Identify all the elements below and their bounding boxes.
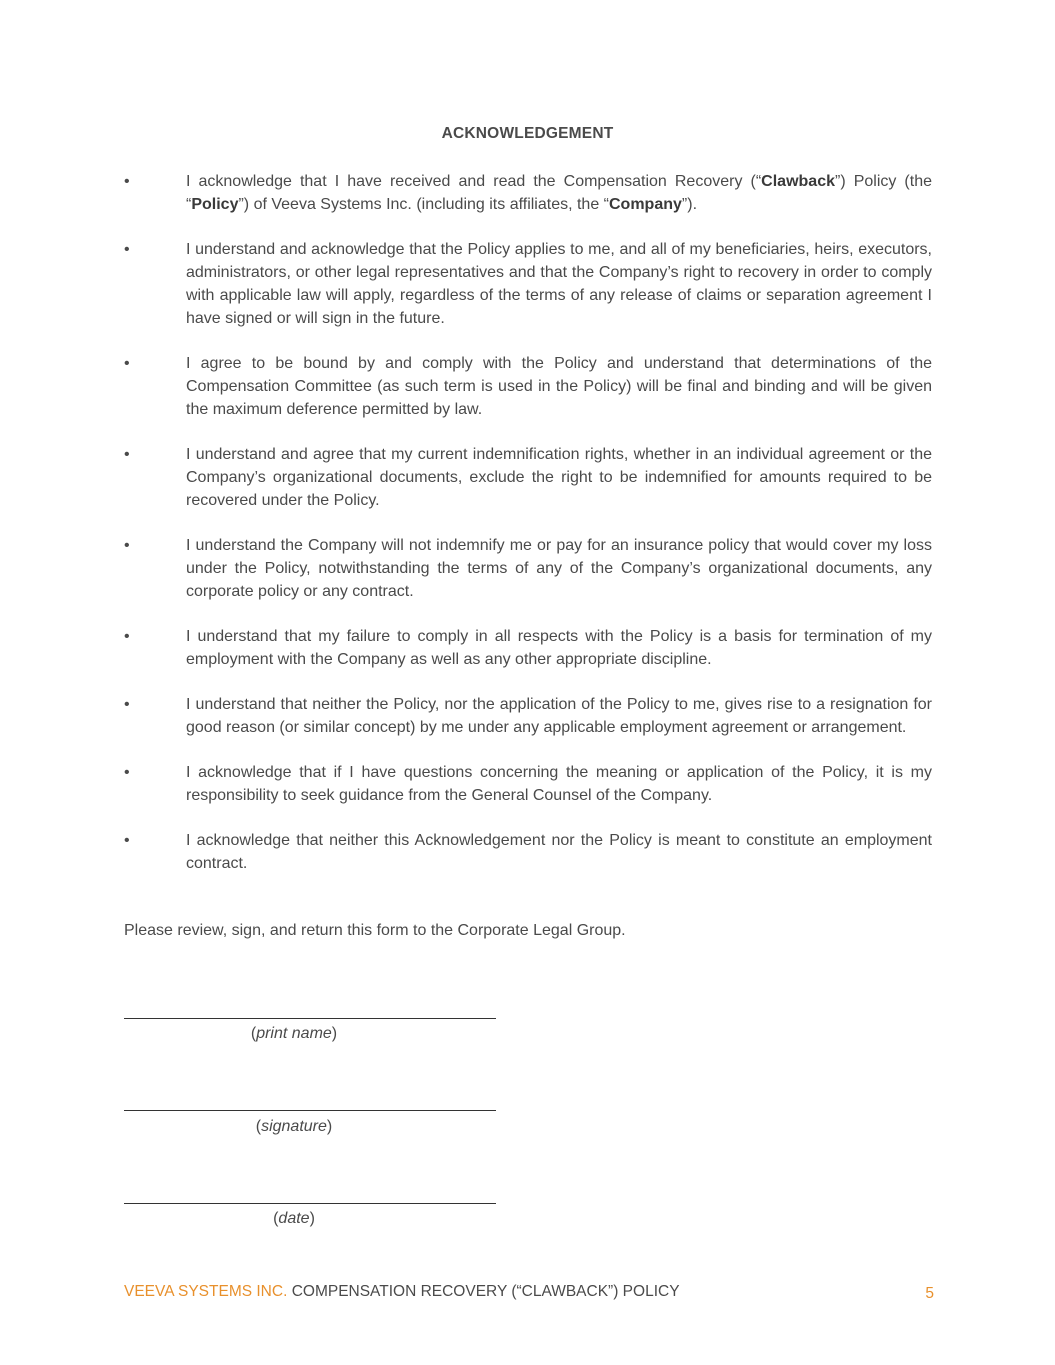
acknowledgement-list: [124, 170, 932, 897]
bullet-icon: •: [124, 696, 130, 713]
open-paren: (: [255, 1118, 262, 1135]
footer: [124, 1281, 680, 1303]
bullet-icon: •: [124, 628, 130, 645]
defined-term: Clawback: [761, 173, 835, 190]
date-label: [124, 1207, 464, 1230]
list-item-text: [186, 764, 932, 804]
defined-term: Company: [609, 196, 682, 213]
text-run: I acknowledge that I have received and read the Compensation Recovery (“: [186, 173, 762, 190]
close-paren: ): [326, 1118, 333, 1135]
footer-company: VEEVA SYSTEMS INC.: [124, 1283, 288, 1300]
close-paren: ): [309, 1210, 315, 1227]
list-item-text: [186, 173, 932, 213]
bullet-icon: •: [124, 537, 130, 554]
text-run: ”) of Veeva Systems Inc. (including its affiliates, the “: [238, 196, 609, 213]
page-title: ACKNOWLEDGEMENT: [441, 125, 614, 142]
list-item: [124, 352, 932, 421]
print-name-label: [124, 1022, 464, 1045]
list-item: [124, 761, 932, 807]
print-name-text: print name: [256, 1025, 332, 1042]
list-item: [124, 170, 932, 216]
text-run: ”) Policy (the “: [186, 173, 933, 213]
text-run: I understand and agree that my current indemnification rights, whether in an individual agreement or the Company’s organizational documents, exclude the right to be indemnified for amounts required to be recovered under the Policy.: [186, 446, 932, 509]
text-run: I understand and acknowledge that the Policy applies to me, and all of my beneficiaries, heirs, executors, administrators, or other legal representatives and that the Company’s right to recovery in order to comply with applicable law will apply, regardless of the terms of any release of claims or separation agreement I have signed or will sign in the future.: [186, 241, 932, 327]
text-run: I understand that my failure to comply in all respects with the Policy is a basis for termination of my employment with the Company as well as any other appropriate discipline.: [186, 628, 932, 668]
list-item-text: [186, 446, 932, 509]
list-item: [124, 625, 932, 671]
text-run: I understand the Company will not indemnify me or pay for an insurance policy that would cover my loss under the Policy, notwithstanding the terms of any of the Company’s organizational documents, any corporate policy or any contract.: [186, 537, 932, 600]
list-item: [124, 534, 932, 603]
open-paren: (: [273, 1210, 279, 1227]
list-item: [124, 693, 932, 739]
bullet-icon: •: [124, 241, 130, 258]
list-item: [124, 829, 932, 875]
list-item-text: [186, 537, 932, 600]
print-name-line: [124, 1018, 496, 1019]
date-text: date: [278, 1210, 310, 1227]
list-item-text: [186, 696, 932, 736]
bullet-icon: •: [124, 832, 130, 849]
bullet-icon: •: [124, 355, 130, 372]
bullet-icon: •: [124, 173, 130, 190]
list-item: [124, 238, 932, 330]
bullet-icon: •: [124, 446, 130, 463]
text-run: I understand that neither the Policy, nor the application of the Policy to me, gives rise to a resignation for good reason (or similar concept) by me under any applicable employment agreement or arrangement.: [186, 696, 932, 736]
list-item-text: [186, 628, 932, 668]
text-run: I acknowledge that if I have questions concerning the meaning or application of the Policy, it is my responsibility to seek guidance from the General Counsel of the Company.: [186, 764, 932, 804]
defined-term: Policy: [191, 196, 239, 213]
text-run: I acknowledge that neither this Acknowledgement nor the Policy is meant to constitute an employment contract.: [186, 832, 932, 872]
signature-label: [124, 1115, 464, 1138]
close-paren: ): [331, 1025, 338, 1042]
list-item-text: [186, 241, 932, 327]
list-item-text: [186, 832, 932, 872]
date-line: [124, 1203, 496, 1204]
signature-line: [124, 1110, 496, 1111]
bullet-icon: •: [124, 764, 130, 781]
text-run: I agree to be bound by and comply with the Policy and understand that determinations of the Compensation Committee (as such term is used in the Policy) will be final and binding and will be given the maximum deference permitted by law.: [186, 355, 932, 418]
text-run: ”).: [681, 196, 698, 213]
page-number: 5: [925, 1285, 934, 1302]
list-item: [124, 443, 932, 512]
list-item-text: [186, 355, 932, 418]
closing-instruction: Please review, sign, and return this form to the Corporate Legal Group.: [124, 922, 626, 939]
footer-policy-title: COMPENSATION RECOVERY (“CLAWBACK”) POLICY: [291, 1283, 680, 1300]
open-paren: (: [250, 1025, 257, 1042]
signature-text: signature: [261, 1118, 327, 1135]
